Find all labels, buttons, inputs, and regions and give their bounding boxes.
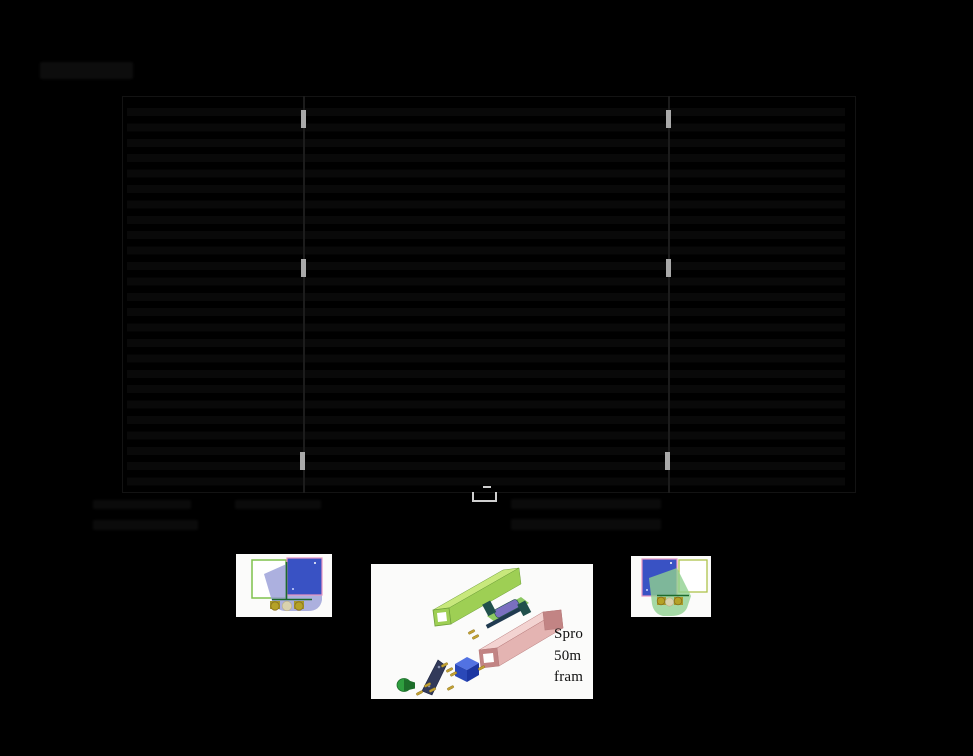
column-drag-handle[interactable] [665,452,670,470]
frame-anchor-dash [483,486,491,488]
side-view-drawing-right [631,556,711,617]
faint-heading-text [40,62,133,79]
table-column-divider [303,96,305,493]
side-view-drawing-left [236,554,332,617]
faint-caption-text [93,520,198,530]
faint-caption-text [235,500,321,509]
figure-side-view-left[interactable] [236,554,332,617]
table-border-left [122,96,123,493]
column-drag-handle[interactable] [301,110,306,128]
figure-label [554,624,593,689]
frame-anchor-bracket [472,492,497,502]
figure-side-view-right[interactable] [631,556,711,617]
figure-label-line: fram [554,669,584,685]
table-row-stripes [127,108,845,493]
column-drag-handle[interactable] [666,259,671,277]
faint-caption-text [93,500,191,509]
figure-label-line: Spro [554,626,584,642]
figure-exploded-assembly[interactable] [371,564,593,699]
faint-caption-text [511,519,661,530]
frame-anchor-icon [472,486,497,502]
column-drag-handle[interactable] [666,110,671,128]
table-column-divider [668,96,670,493]
figure-label-line: 50m [554,647,582,664]
column-drag-handle[interactable] [301,259,306,277]
table-border-top [122,96,856,97]
column-drag-handle[interactable] [300,452,305,470]
faint-caption-text [511,499,661,509]
table-border-right [855,96,856,493]
